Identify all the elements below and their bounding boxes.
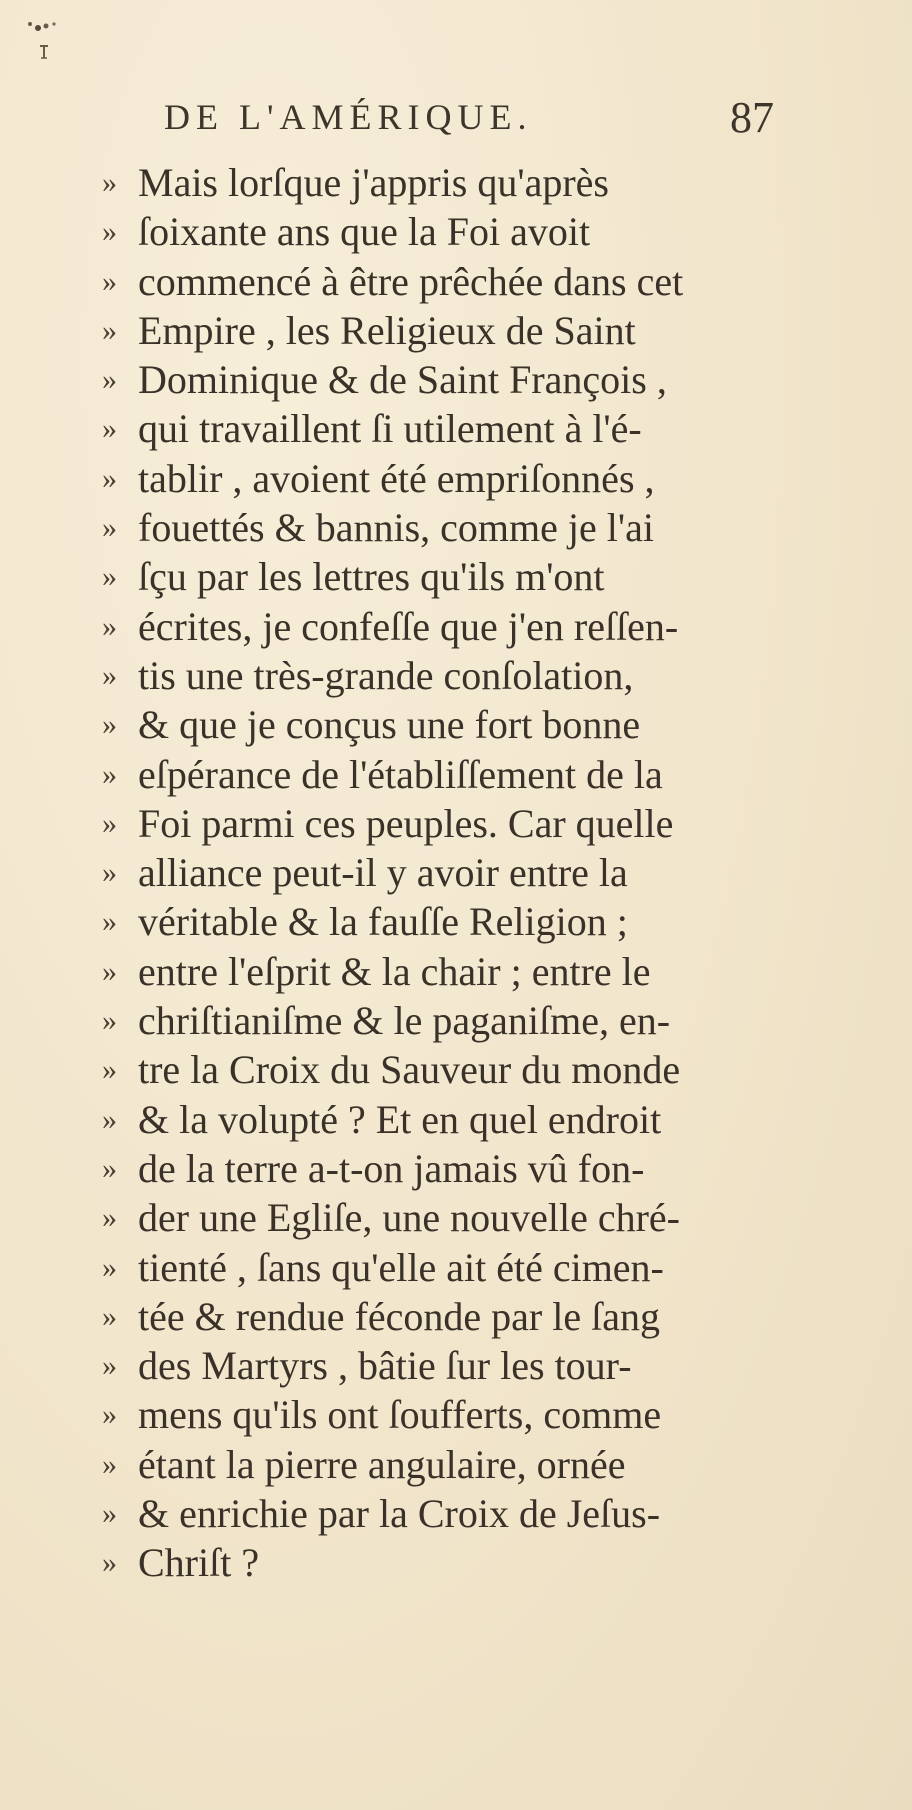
line-text: écrites, je confeſſe que j'en reſſen- xyxy=(138,603,679,649)
text-line xyxy=(90,651,750,700)
text-line xyxy=(90,947,750,996)
quote-mark: » xyxy=(102,313,117,347)
quote-mark: » xyxy=(102,757,117,791)
quote-mark: » xyxy=(102,1398,117,1432)
text-line xyxy=(90,1045,750,1094)
quote-mark: » xyxy=(102,1349,117,1383)
line-text: tée & rendue féconde par le ſang xyxy=(138,1293,660,1339)
quote-mark: » xyxy=(102,264,117,298)
text-line xyxy=(90,503,750,552)
quote-mark: » xyxy=(102,1004,117,1038)
running-head: DE L'AMÉRIQUE. xyxy=(164,97,533,137)
quote-mark: » xyxy=(102,363,117,397)
line-text: Chriſt ? xyxy=(138,1540,260,1586)
line-text: chriſtianiſme & le paganiſme, en- xyxy=(138,998,671,1044)
line-text: fouettés & bannis, comme je l'ai xyxy=(138,505,654,551)
ink-blot-ornament-icon xyxy=(22,18,62,74)
quote-mark: » xyxy=(102,461,117,495)
quote-mark: » xyxy=(102,609,117,643)
page-header xyxy=(150,92,790,152)
quote-mark: » xyxy=(102,1053,117,1087)
text-line xyxy=(90,602,750,651)
text-line xyxy=(90,158,750,207)
line-text: ſçu par les lettres qu'ils m'ont xyxy=(138,554,605,600)
line-text: Dominique & de Saint François , xyxy=(138,357,667,403)
text-line xyxy=(90,454,750,503)
text-line xyxy=(90,1193,750,1242)
line-text: des Martyrs , bâtie ſur les tour- xyxy=(138,1343,632,1389)
quote-mark: » xyxy=(102,658,117,692)
quote-mark: » xyxy=(102,1447,117,1481)
text-line xyxy=(90,799,750,848)
line-text: commencé à être prêchée dans cet xyxy=(138,258,684,304)
text-line xyxy=(90,750,750,799)
line-text: Empire , les Religieux de Saint xyxy=(138,307,636,353)
line-text: eſpérance de l'établiſſement de la xyxy=(138,751,663,797)
quote-mark: » xyxy=(102,560,117,594)
quote-mark: » xyxy=(102,905,117,939)
quote-mark: » xyxy=(102,1201,117,1235)
line-text: & enrichie par la Croix de Jeſus- xyxy=(138,1491,661,1537)
quote-mark: » xyxy=(102,412,117,446)
text-line xyxy=(90,1489,750,1538)
line-text: de la terre a-t-on jamais vû fon- xyxy=(138,1145,645,1191)
quote-mark: » xyxy=(102,511,117,545)
text-line xyxy=(90,1095,750,1144)
line-text: qui travaillent ſi utilement à l'é- xyxy=(138,406,642,452)
text-line xyxy=(90,1341,750,1390)
line-text: tis une très-grande conſolation, xyxy=(138,652,634,698)
line-text: & que je conçus une fort bonne xyxy=(138,702,641,748)
quote-mark: » xyxy=(102,1102,117,1136)
quote-mark: » xyxy=(102,856,117,890)
quote-mark: » xyxy=(102,1299,117,1333)
line-text: tre la Croix du Sauveur du monde xyxy=(138,1047,681,1093)
line-text: Mais lorſque j'appris qu'après xyxy=(138,160,609,205)
text-line xyxy=(90,306,750,355)
text-line xyxy=(90,207,750,256)
text-line xyxy=(90,1390,750,1439)
text-line xyxy=(90,552,750,601)
quote-mark: » xyxy=(102,215,117,249)
text-line xyxy=(90,1440,750,1489)
text-line xyxy=(90,404,750,453)
quote-mark: » xyxy=(102,166,117,199)
quote-mark: » xyxy=(102,1497,117,1531)
line-text: & la volupté ? Et en quel endroit xyxy=(138,1096,662,1142)
text-line xyxy=(90,257,750,306)
line-text: der une Egliſe, une nouvelle chré- xyxy=(138,1195,680,1241)
line-text: Foi parmi ces peuples. Car quelle xyxy=(138,800,674,846)
text-line xyxy=(90,1292,750,1341)
text-line xyxy=(90,1144,750,1193)
text-line xyxy=(90,1243,750,1292)
body-text xyxy=(90,158,750,1588)
line-text: mens qu'ils ont ſoufferts, comme xyxy=(138,1392,662,1438)
text-line xyxy=(90,897,750,946)
line-text: ſoixante ans que la Foi avoit xyxy=(138,209,591,255)
line-text: entre l'eſprit & la chair ; entre le xyxy=(138,948,651,994)
line-text: alliance peut-il y avoir entre la xyxy=(138,850,628,896)
line-text: tablir , avoient été empriſonnés , xyxy=(138,455,655,501)
quote-mark: » xyxy=(102,1546,117,1580)
quote-mark: » xyxy=(102,806,117,840)
quote-mark: » xyxy=(102,1151,117,1185)
text-line xyxy=(90,1538,750,1587)
quote-mark: » xyxy=(102,954,117,988)
text-line xyxy=(90,700,750,749)
page-number: 87 xyxy=(730,93,774,142)
quote-mark: » xyxy=(102,708,117,742)
text-line xyxy=(90,848,750,897)
text-line xyxy=(90,355,750,404)
line-text: étant la pierre angulaire, ornée xyxy=(138,1441,626,1487)
text-line xyxy=(90,996,750,1045)
line-text: tienté , ſans qu'elle ait été cimen- xyxy=(138,1244,664,1290)
quote-mark: » xyxy=(102,1250,117,1284)
line-text: véritable & la fauſſe Religion ; xyxy=(138,899,628,945)
